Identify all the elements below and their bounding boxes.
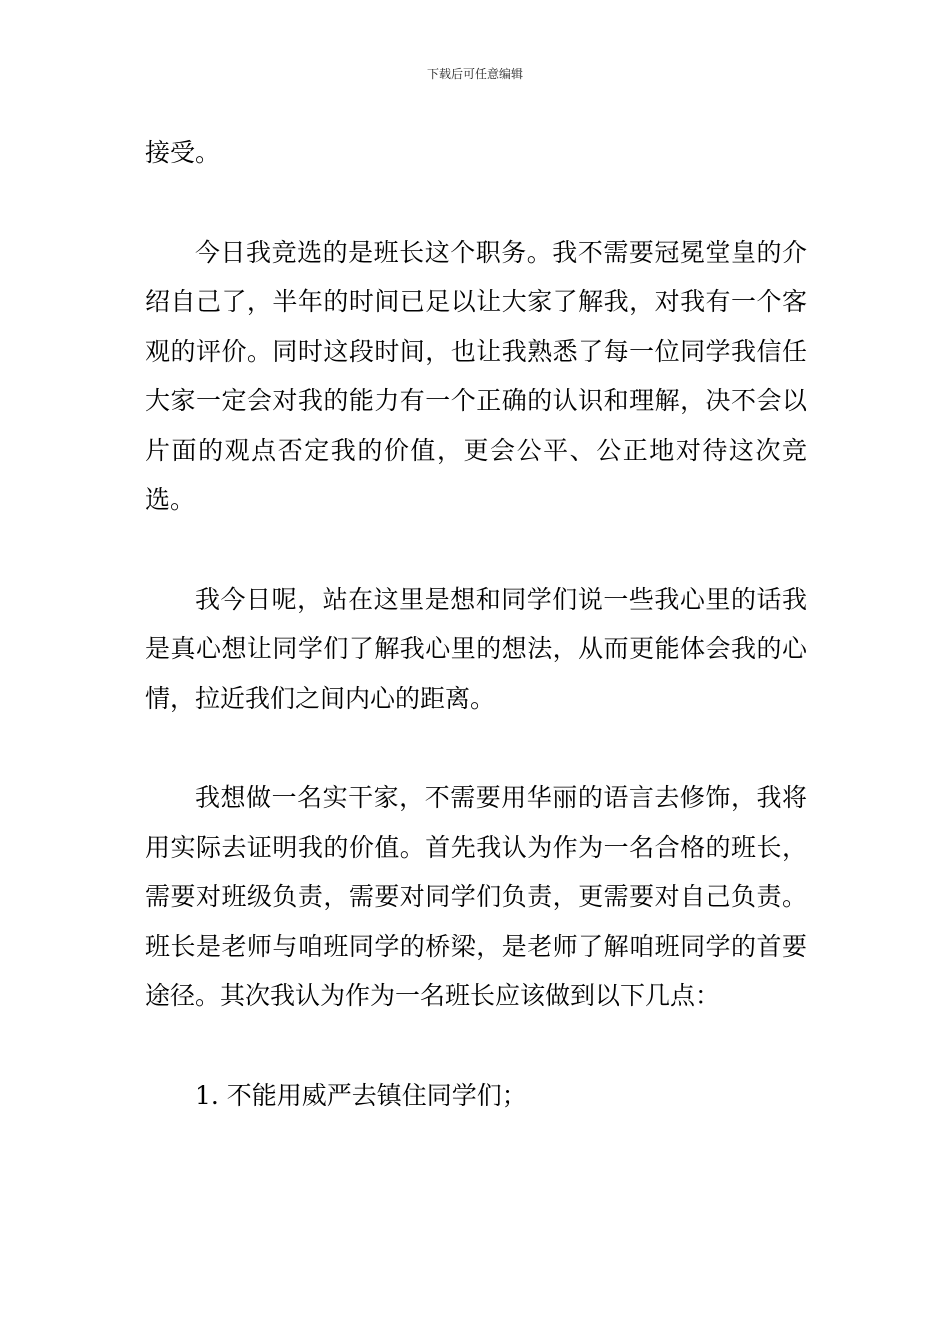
page-header: 下载后可任意编辑 (426, 67, 523, 81)
list-item-1: 1. 不能用威严去镇住同学们； (195, 1080, 527, 1110)
paragraph-gap (145, 178, 807, 228)
paragraph-continuation: 接受。 (145, 138, 221, 167)
paragraph-campaign-intro: 今日我竞选的是班长这个职务。我不需要冠冕堂皇的介绍自己了，半年的时间已足以让大家了解我，对我有一个客观的评价。同时这段时间，也让我熟悉了每一位同学我信任大家一定会对我的能力有一个正确的认识和理解，决不会以片面的观点否定我的价值，更会公平、公正地对待这次竞选。 (145, 237, 807, 514)
paragraph-practical-value: 我想做一名实干家，不需要用华丽的语言去修饰，我将用实际去证明我的价值。首先我认为作为一名合格的班长，需要对班级负责，需要对同学们负责，更需要对自己负责。班长是老师与咱班同学的桥梁，是老师了解咱班同学的首要途径。其次我认为作为一名班长应该做到以下几点： (145, 783, 807, 1010)
paragraph-gap (145, 525, 807, 575)
paragraph-gap (145, 723, 807, 773)
paragraph-heart-words: 我今日呢，站在这里是想和同学们说一些我心里的话我是真心想让同学们了解我心里的想法，从而更能体会我的心情，拉近我们之间内心的距离。 (145, 584, 807, 713)
document-body (145, 128, 807, 1120)
paragraph-gap (145, 1021, 807, 1071)
